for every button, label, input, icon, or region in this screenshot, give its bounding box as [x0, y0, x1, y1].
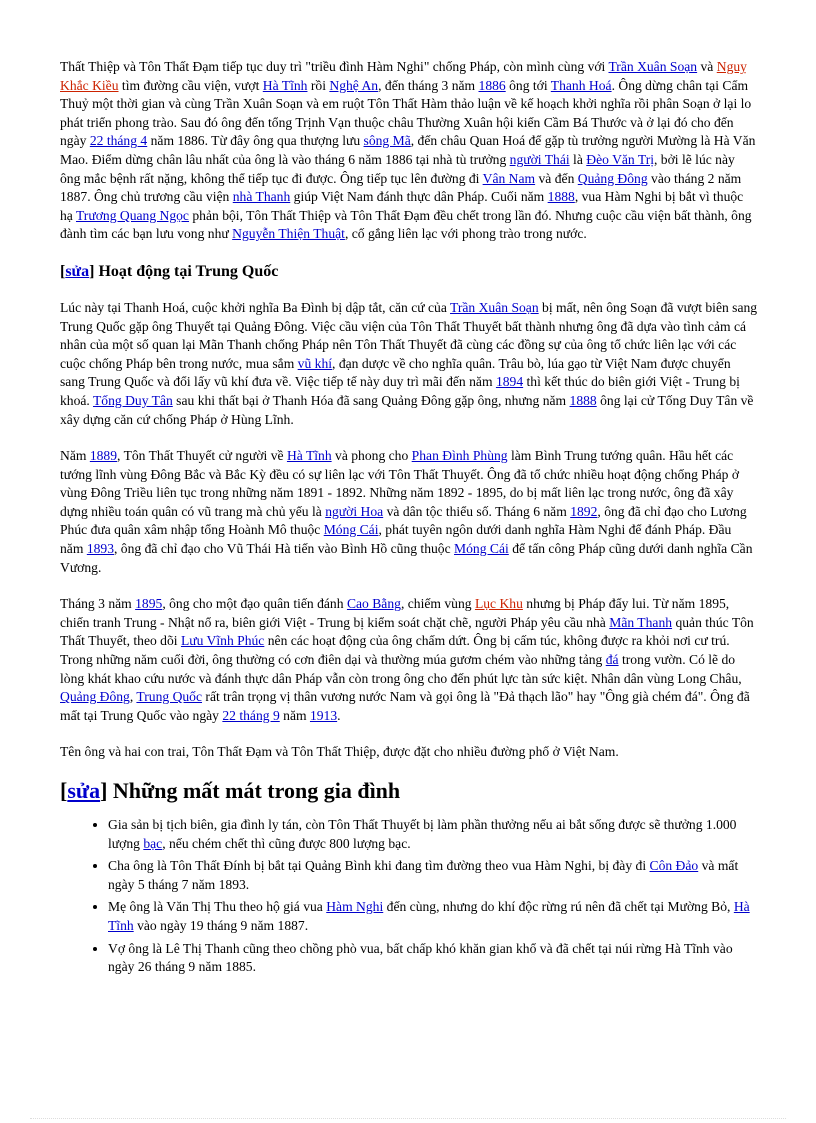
wiki-link[interactable]: 1894: [495, 374, 524, 390]
wiki-link[interactable]: 1889: [89, 448, 118, 464]
text-run: làm Bình Trung tướng quân. Hầu hết các tướng lĩnh vùng Đông Bắc và Bắc Kỳ đều có sự liên lạc với Tôn Thất Thuyết. Ông đã tổ chức nhiều hoạt động chống Pháp ở vùng Đông Triều liên tục trong những năm 1891 - 1892. Những năm 1892 - 1895, do bị mất liên lạc trong nước, ông đã xây dựng nhiều toán quân có vũ trang mà chủ yếu là: [60, 448, 740, 519]
paragraph-china-activity: [60, 299, 758, 429]
text-run: , đến tháng 3 năm: [378, 77, 479, 93]
text-run: , chiếm vùng: [400, 596, 475, 612]
wiki-link[interactable]: Trần Xuân Soạn: [608, 59, 698, 74]
section-title: Hoạt động tại Trung Quốc: [94, 262, 279, 280]
text-run: giúp Việt Nam đánh thực dân Pháp. Cuối năm: [290, 189, 548, 205]
text-run: và đến: [535, 170, 578, 186]
wiki-link[interactable]: 1895: [135, 596, 163, 612]
paragraph-legacy: [60, 743, 758, 762]
wiki-link[interactable]: 22 tháng 4: [89, 133, 148, 149]
text-run: và mất ngày 5 tháng 7 năm 1893.: [108, 858, 739, 892]
text-run: sau khi thất bại ở Thanh Hóa đã sang Quảng Đông gặp ông, nhưng năm: [172, 392, 570, 408]
text-run: , Tôn Thất Thuyết cử người về: [117, 448, 287, 464]
wiki-link[interactable]: 1913: [309, 707, 338, 723]
text-run: Lúc này tại Thanh Hoá, cuộc khởi nghĩa Ba Đình bị dập tắt, căn cứ của: [60, 299, 451, 315]
wiki-link[interactable]: Móng Cái: [454, 541, 509, 557]
text-run: Tháng 3 năm: [60, 596, 136, 612]
wiki-link[interactable]: sông Mã: [363, 133, 411, 149]
text-run: Tên ông và hai con trai, Tôn Thất Đạm và Tôn Thất Thiệp, được đặt cho nhiều đường phố ở Việt Nam.: [60, 744, 619, 760]
wiki-link[interactable]: nhà Thanh: [232, 189, 291, 205]
text-run: ông tới: [505, 77, 551, 93]
wiki-link[interactable]: Vân Nam: [482, 170, 536, 186]
wiki-link[interactable]: Cao Bằng: [346, 596, 401, 612]
page-divider: [30, 1118, 786, 1119]
list-item: [108, 940, 758, 977]
text-run: và phong cho: [331, 448, 412, 464]
text-run: ông lại cử Tống Duy Tân về xây dựng căn cứ chống Pháp ở Hùng Lĩnh.: [60, 392, 754, 427]
text-run: , ông đã chỉ đạo cho Lương Phúc đưa quân xâm nhập tổng Hoành Mô thuộc: [60, 503, 747, 538]
paragraph-escape: [60, 58, 758, 244]
section-heading-family: [sửa] Những mất mát trong gia đình: [60, 778, 401, 803]
wiki-link[interactable]: Nguyễn Thiện Thuật: [232, 226, 345, 242]
wiki-link[interactable]: bạc: [143, 835, 163, 851]
paragraph-final-years: [60, 595, 758, 725]
article-body: [60, 58, 758, 981]
text-run: , nếu chém chết thì cũng được 800 lượng bạc.: [162, 835, 411, 851]
text-run: , cố gắng liên lạc với phong trào trong nước.: [344, 226, 587, 242]
text-run: Cha ông là Tôn Thất Đính bị bắt tại Quảng Bình khi đang tìm đường theo vua Hàm Nghi, bị đày đi: [108, 858, 650, 874]
wiki-link[interactable]: Hà Tĩnh: [262, 77, 308, 93]
edit-link[interactable]: sửa: [65, 262, 90, 280]
wiki-link[interactable]: Móng Cái: [323, 522, 379, 538]
text-run: tìm đường cầu viện, vượt: [118, 77, 263, 93]
text-run: phản bội, Tôn Thất Thiệp và Tôn Thất Đạm đều chết trong lần đó. Nhưng cuộc cầu viện bất thành, ông đành tìm các bạn lưu vong như: [60, 207, 752, 242]
text-run: nên các hoạt động của ông chấm dứt. Ông bị cấm túc, không được ra khỏi nơi cư trú. Trong những năm cuối đời, ông thường có cơn điên dại và thường múa gươm chém vào những tảng: [60, 633, 730, 668]
family-loss-list: [60, 816, 758, 977]
text-run: , phát tuyên ngôn dưới danh nghĩa Hàm Nghi để đánh Pháp. Đầu năm: [60, 522, 732, 557]
wiki-link[interactable]: 1888: [547, 189, 575, 205]
wiki-link[interactable]: Thanh Hoá: [550, 77, 612, 93]
text-run: Mẹ ông là Văn Thị Thu theo hộ giá vua: [108, 899, 327, 915]
wiki-link[interactable]: Đèo Văn Trị: [586, 151, 654, 167]
text-run: , đạn dược về cho nghĩa quân. Trâu bò, lúa gạo từ Việt Nam được chuyển sang Trung Quốc và đổi lấy vũ khí đưa về. Việc tiếp tế này duy trì mãi đến năm: [60, 355, 731, 390]
list-item: [108, 898, 758, 935]
wiki-link[interactable]: Trương Quang Ngọc: [75, 207, 189, 223]
list-item: [108, 857, 758, 894]
wiki-link[interactable]: 1886: [478, 77, 506, 93]
text-run: năm 1886. Từ đây ông qua thượng lưu: [147, 133, 364, 149]
wiki-link[interactable]: Mãn Thanh: [609, 614, 673, 630]
text-run: rồi: [307, 77, 330, 93]
wiki-link[interactable]: Lục Khu: [474, 596, 523, 612]
wiki-link[interactable]: người Thái: [509, 151, 570, 167]
text-run: , ông cho một đạo quân tiến đánh: [162, 596, 347, 612]
wiki-link[interactable]: 1893: [86, 541, 114, 557]
text-run: năm: [279, 707, 310, 723]
text-run: bị mất, nên ông Soạn đã vượt biên sang Trung Quốc gặp ông Thuyết tại Quảng Đông. Việc cầu viện của Tôn Thất Thuyết bất thành nhưng ông đã dựa vào tình cảm cá nhân của một số quan lại Mãn Thanh chống Pháp nên Tôn Thất Thuyết đã cùng các đồng sự của ông tổ chức liên lạc với các cuộc chống Pháp bên trong nước, mua sắm: [60, 299, 758, 371]
text-run: , vua Hàm Nghi bị bắt vì thuộc hạ: [60, 189, 744, 223]
wiki-link[interactable]: Quảng Đông: [577, 170, 648, 186]
wiki-link[interactable]: Trung Quốc: [136, 689, 203, 705]
text-run: và: [697, 59, 717, 74]
wiki-link[interactable]: 1892: [570, 503, 598, 519]
text-run: thì kết thúc do biên giới Việt - Trung bị khoá.: [60, 374, 740, 408]
text-run: , bởi lẽ lúc này ông mắc bệnh rất nặng, không thể tiếp tục đi được. Ông tiếp tục lên đường đi: [60, 151, 735, 186]
text-run: là: [569, 151, 587, 167]
wiki-link[interactable]: Phan Đình Phùng: [411, 448, 508, 464]
wiki-link[interactable]: 1888: [569, 392, 597, 408]
text-run: Thất Thiệp và Tôn Thất Đạm tiếp tục duy trì "triều đình Hàm Nghi" chống Pháp, còn mình cùng với: [60, 59, 609, 74]
text-run: rất trân trọng vị thân vương nước Nam và gọi ông là "Đả thạch lão" hay "Ông già chém đá". Ông đã mất tại Trung Quốc vào ngày: [60, 689, 750, 723]
text-run: Vợ ông là Lê Thị Thanh cũng theo chồng phò vua, bất chấp khó khăn gian khổ và đã chết tại núi rừng Hà Tĩnh vào ngày 26 tháng 9 năm 1885.: [108, 940, 733, 975]
section-heading-china: [sửa] Hoạt động tại Trung Quốc: [60, 262, 279, 280]
text-run: vào tháng 2 năm 1887. Ông chủ trương cầu viện: [60, 170, 742, 205]
wiki-link[interactable]: Lưu Vĩnh Phúc: [180, 633, 265, 649]
wiki-link[interactable]: Nguỵ Khắc Kiều: [60, 59, 747, 93]
wiki-link[interactable]: Quảng Đông: [60, 689, 130, 705]
text-run: trong vườn. Có lẽ do lòng khát khao cứu nước và đánh thực dân Pháp vẫn còn trong ông cho đến phút lực tàn sức kiệt. Nhân dân vùng Long Châu,: [60, 652, 742, 686]
wiki-link[interactable]: đá: [605, 652, 619, 668]
text-run: vào ngày 19 tháng 9 năm 1887.: [133, 917, 309, 933]
text-run: để tấn công Pháp cũng dưới danh nghĩa Cần Vương.: [60, 541, 753, 575]
text-run: , ông đã chỉ đạo cho Vũ Thái Hà tiến vào Bình Hồ cũng thuộc: [114, 541, 455, 557]
list-item: [108, 816, 758, 853]
text-run: đến cùng, nhưng do khí độc rừng rú nên đã chết tại Mường Bỏ,: [383, 899, 734, 915]
wiki-link[interactable]: Tống Duy Tân: [92, 392, 173, 408]
text-run: . Ông dừng chân tại Cẩm Thuỷ một thời gian và cùng Trần Xuân Soạn và em ruột Tôn Thất Hàm thảo luận về kế hoạch khởi nghĩa rồi phân Soạn ở lại lo phát triển phong trào. Sau đó ông đến tổng Trịnh Vạn thuộc châu Thường Xuân hội kiến Cầm Bá Thước và ở lại đó cho đến ngày: [60, 77, 752, 149]
paragraph-resistance: [60, 447, 758, 577]
wiki-link[interactable]: Côn Đảo: [649, 858, 699, 874]
text-run: Năm: [60, 448, 90, 464]
wiki-link[interactable]: Hàm Nghi: [326, 899, 384, 915]
wiki-link[interactable]: Hà Tĩnh: [286, 448, 332, 464]
wiki-link[interactable]: Trần Xuân Soạn: [450, 299, 539, 315]
text-run: quản thúc Tôn Thất Thuyết, theo dõi: [60, 614, 754, 649]
text-run: , đến châu Quan Hoá để gặp tù trưởng người Mường là Hà Văn Mao. Điểm dừng chân lâu nhất của ông là vào tháng 6 năm 1886 tại nhà tù trưởng: [60, 133, 756, 167]
wiki-link[interactable]: Nghệ An: [329, 77, 379, 93]
text-run: nhưng bị Pháp đẩy lui. Từ năm 1895, chiến tranh Trung - Nhật nổ ra, biên giới Việt - Trung bị kiểm soát chặt chẽ, người Pháp yêu cầu nhà: [60, 596, 730, 630]
text-run: .: [337, 707, 341, 723]
edit-link[interactable]: sửa: [67, 778, 101, 803]
wiki-link[interactable]: 22 tháng 9: [222, 707, 280, 723]
wiki-link[interactable]: Hà Tĩnh: [108, 899, 750, 933]
text-run: Gia sản bị tịch biên, gia đình ly tán, còn Tôn Thất Thuyết bị làm phần thưởng nếu ai bắt sống được sẽ thưởng 1.000 lượng: [108, 817, 737, 851]
text-run: ,: [129, 689, 137, 705]
wiki-link[interactable]: người Hoa: [325, 503, 384, 519]
section-title: Những mất mát trong gia đình: [107, 778, 401, 803]
wiki-link[interactable]: vũ khí: [297, 355, 333, 371]
text-run: và dân tộc thiểu số. Tháng 6 năm: [383, 503, 571, 519]
